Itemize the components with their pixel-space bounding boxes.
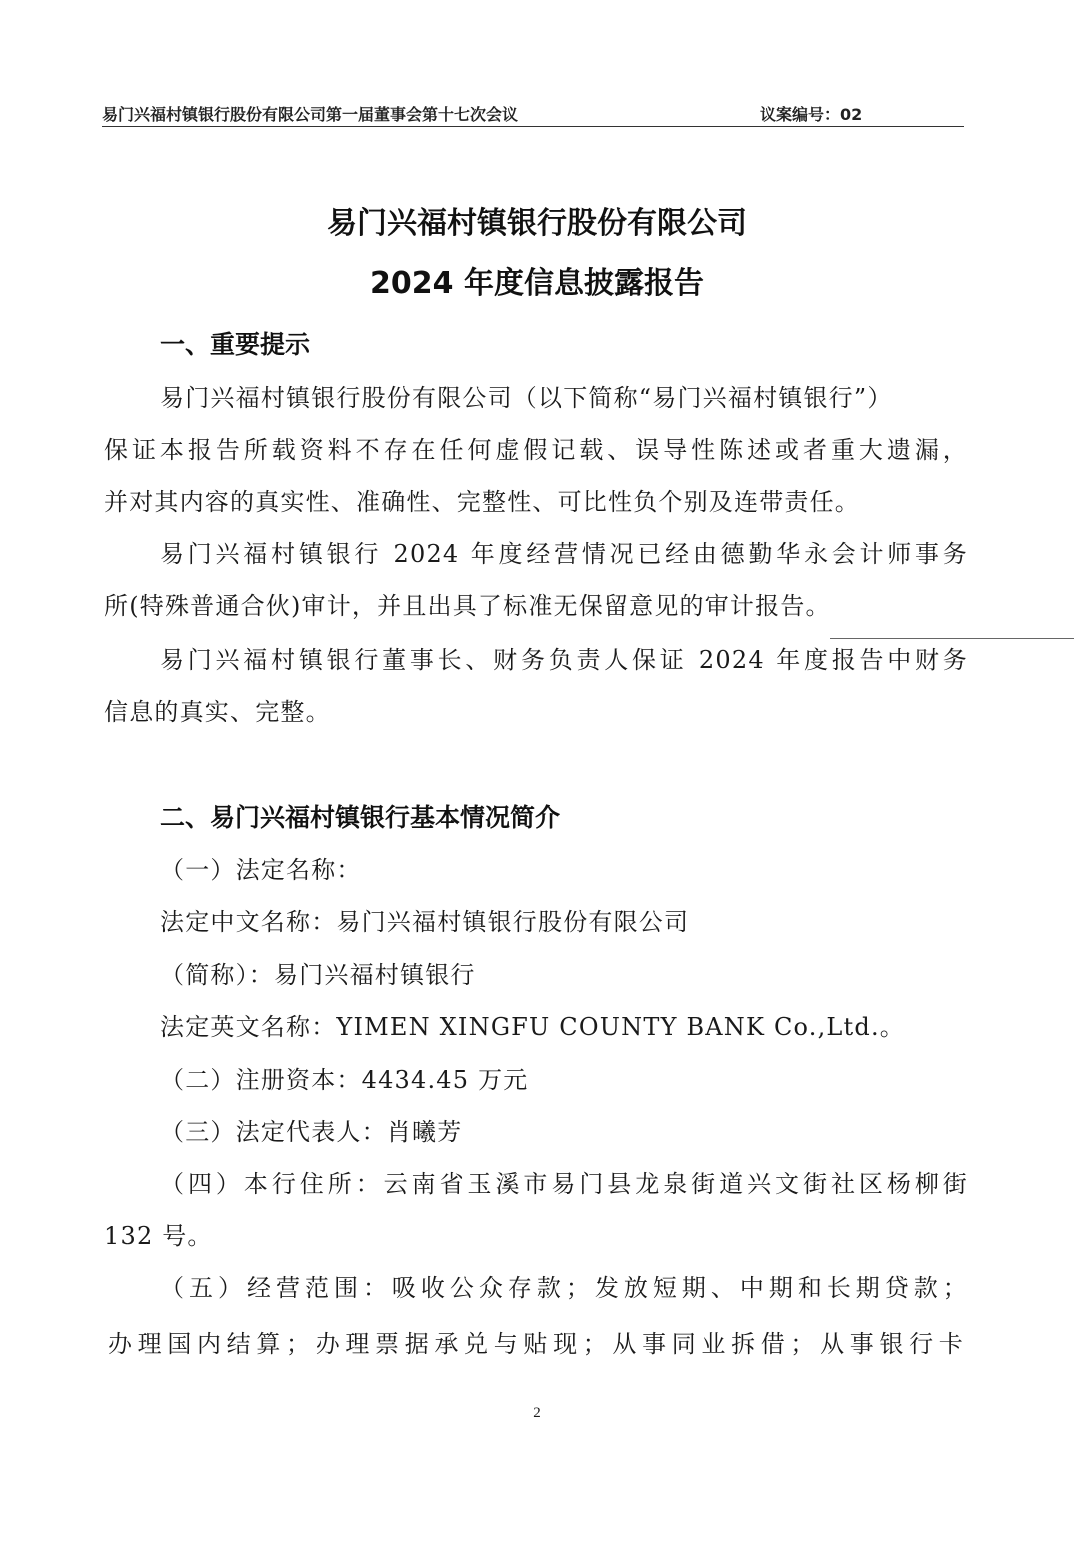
report-title-line2: 2024 年度信息披露报告: [370, 266, 704, 301]
section1-para1-line2: 保证本报告所载资料不存在任何虚假记载、误导性陈述或者重大遗漏，: [104, 436, 968, 464]
section1-para3-line2: 信息的真实、完整。: [104, 698, 331, 726]
header-rule: [102, 126, 964, 127]
legal-representative: （三）法定代表人：肖曦芳: [160, 1118, 463, 1146]
section1-para3-line1: 易门兴福村镇银行董事长、财务负责人保证 2024 年度报告中财务: [160, 646, 968, 674]
section1-para1-line3: 并对其内容的真实性、准确性、完整性、可比性负个别及连带责任。: [104, 488, 860, 516]
business-scope-line2: 办理国内结算；办理票据承兑与贴现；从事同业拆借；从事银行卡: [108, 1330, 964, 1358]
section1-para2-line2: 所(特殊普通合伙)审计，并且出具了标准无保留意见的审计报告。: [104, 592, 831, 620]
section1-para1-line1: 易门兴福村镇银行股份有限公司（以下简称“易门兴福村镇银行”）: [160, 384, 893, 412]
page-number: 2: [533, 1405, 541, 1421]
section2-heading: 二、易门兴福村镇银行基本情况简介: [160, 803, 561, 832]
legal-name-label: （一）法定名称：: [160, 856, 362, 884]
business-scope-line1: （五）经营范围：吸收公众存款；发放短期、中期和长期贷款；: [160, 1274, 968, 1302]
section1-heading: 一、重要提示: [160, 330, 311, 359]
english-legal-name: 法定英文名称：YIMEN XINGFU COUNTY BANK Co.,Ltd.。: [160, 1013, 905, 1041]
chinese-legal-name: 法定中文名称：易门兴福村镇银行股份有限公司: [160, 908, 690, 936]
registered-capital: （二）注册资本：4434.45 万元: [160, 1066, 529, 1094]
address-line1: （四）本行住所：云南省玉溪市易门县龙泉街道兴文街社区杨柳街: [160, 1170, 968, 1198]
section1-para2-line1: 易门兴福村镇银行 2024 年度经营情况已经由德勤华永会计师事务: [160, 540, 968, 568]
header-meeting-title: 易门兴福村镇银行股份有限公司第一届董事会第十七次会议: [102, 105, 519, 124]
address-line2: 132 号。: [104, 1222, 213, 1250]
scan-artifact-line: [830, 638, 1074, 639]
header-proposal-number: 议案编号：02: [760, 105, 863, 124]
short-name: （简称）：易门兴福村镇银行: [160, 961, 476, 989]
report-title-line1: 易门兴福村镇银行股份有限公司: [327, 206, 747, 241]
